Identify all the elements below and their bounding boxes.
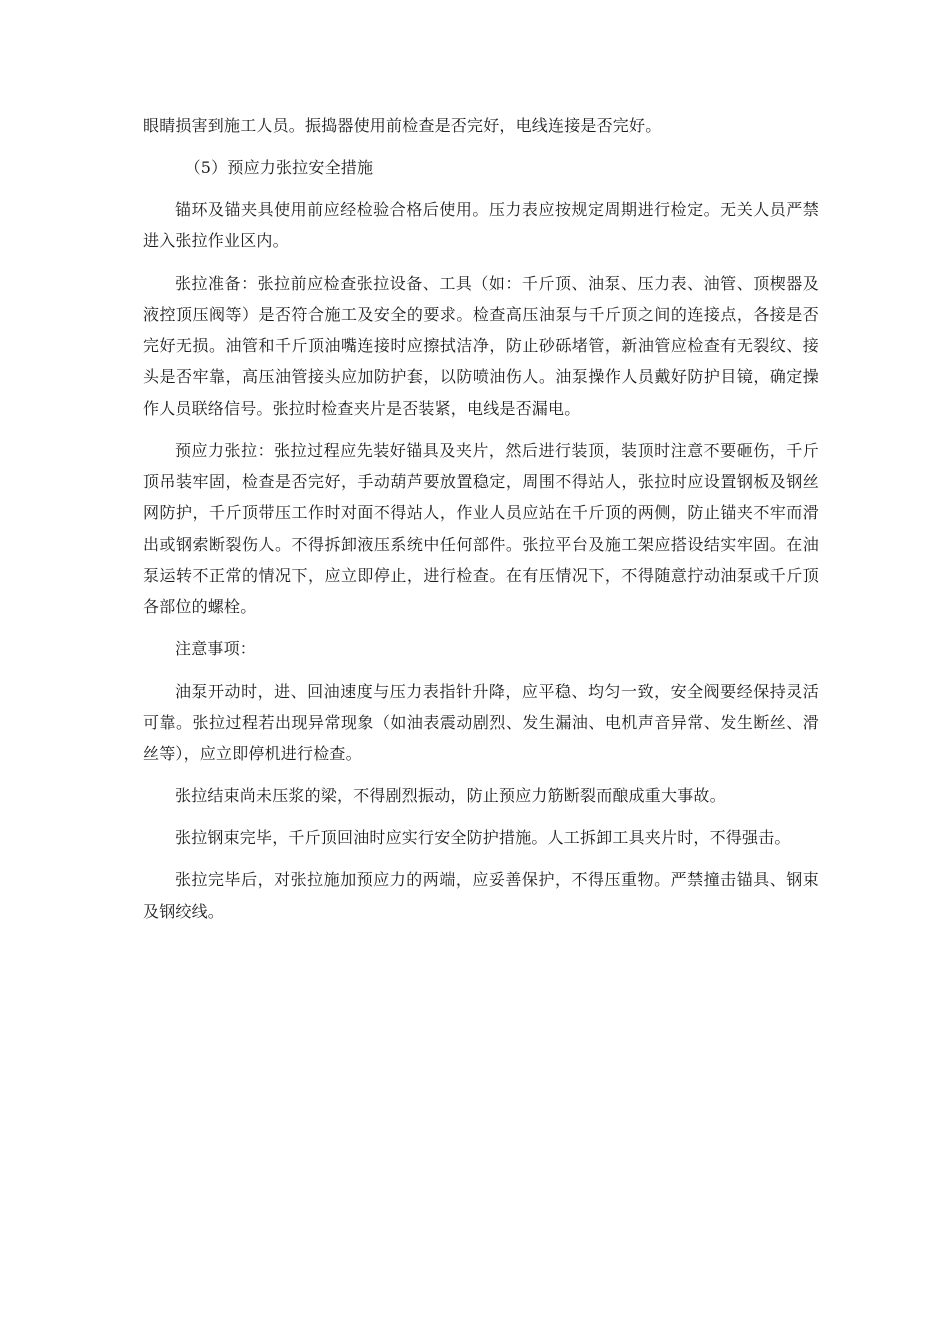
- paragraph-continuation: 眼睛损害到施工人员。振捣器使用前检查是否完好，电线连接是否完好。: [143, 116, 662, 135]
- notes-heading: 注意事项：: [175, 639, 257, 659]
- paragraph-oil-pump: 油泵开动时，进、回油速度与压力表指针升降，应平稳、均匀一致，安全阀要经保持灵活可靠。张拉过程若出现异常现象（如油表震动剧烈、发生漏油、电机声音异常、发生断丝、滑丝等），应立即停机进行检查。: [143, 681, 819, 764]
- document-body: [143, 110, 819, 938]
- paragraph-ungrouted-beam: 张拉结束尚未压浆的梁，不得剧烈振动，防止预应力筋断裂而酿成重大事故。: [175, 786, 726, 806]
- paragraph-tension-preparation: 张拉准备：张拉前应检查张拉设备、工具（如：千斤顶、油泵、压力表、油管、顶楔器及液控顶压阀等）是否符合施工及安全的要求。检查高压油泵与千斤顶之间的连接点，各接是否完好无损。油管和千斤顶油嘴连接时应擦拭洁净，防止砂砾堵管，新油管应检查有无裂纹、接头是否牢靠，高压油管接头应加防护套，以防喷油伤人。油泵操作人员戴好防护目镜，确定操作人员联络信号。张拉时检查夹片是否装紧，电线是否漏电。: [143, 273, 819, 418]
- paragraph-prestress-tensioning: 预应力张拉：张拉过程应先装好锚具及夹片，然后进行装顶，装顶时注意不要砸伤，千斤顶吊装牢固，检查是否完好，手动葫芦要放置稳定，周围不得站人，张拉时应设置钢板及钢丝网防护，千斤顶带压工作时对面不得站人，作业人员应站在千斤顶的两侧，防止锚夹不牢而滑出或钢索断裂伤人。不得拆卸液压系统中任何部件。张拉平台及施工架应搭设结实牢固。在油泵运转不正常的情况下，应立即停止，进行检查。在有压情况下，不得随意拧动油泵或千斤顶各部位的螺栓。: [143, 440, 819, 617]
- section-heading: （5）预应力张拉安全措施: [184, 158, 374, 178]
- paragraph-end-protection: 张拉完毕后，对张拉施加预应力的两端，应妥善保护，不得压重物。严禁撞击锚具、钢束及钢绞线。: [143, 870, 819, 921]
- paragraph-jack-retraction: 张拉钢束完毕，千斤顶回油时应实行安全防护措施。人工拆卸工具夹片时，不得强击。: [175, 828, 791, 848]
- paragraph-anchor-inspection: 锚环及锚夹具使用前应经检验合格后使用。压力表应按规定周期进行检定。无关人员严禁进入张拉作业区内。: [143, 200, 819, 251]
